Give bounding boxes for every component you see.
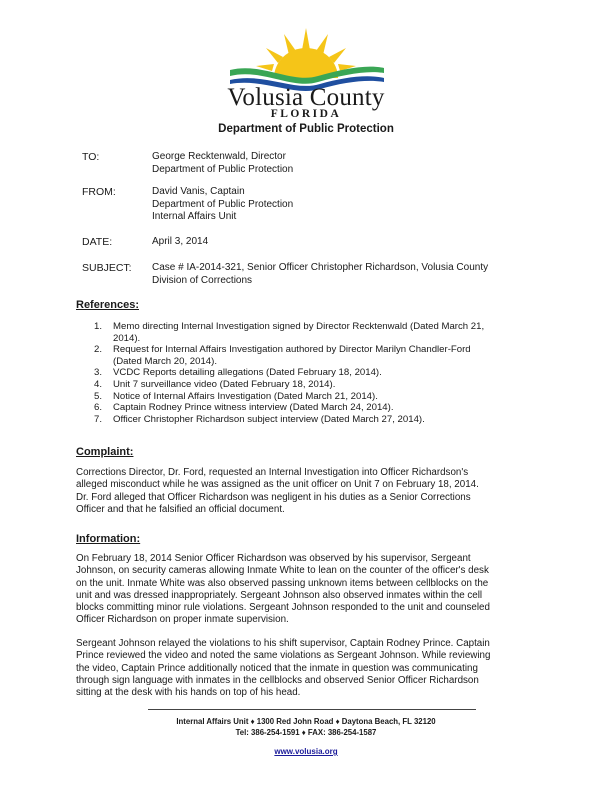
subject-value: Case # IA-2014-321, Senior Officer Christopher Richardson, Volusia County Division of Corrections — [152, 262, 489, 286]
list-item: 2. Request for Internal Affairs Investigation authored by Director Marilyn Chandler-Ford (Dated March 20, 2014). — [94, 344, 471, 367]
references-heading: References: — [76, 299, 139, 311]
list-item: 3. VCDC Reports detailing allegations (Dated February 18, 2014). — [94, 367, 382, 379]
list-item: 1. Memo directing Internal Investigation signed by Director Recktenwald (Dated March 21, 2014). — [94, 321, 485, 344]
website-link[interactable]: www.volusia.org — [274, 747, 338, 756]
from-label: FROM: — [82, 186, 116, 198]
brand-name: Volusia County — [227, 84, 385, 111]
footer-phone: Tel: 386-254-1591 ♦ FAX: 386-254-1587 — [235, 728, 377, 737]
from-value: David Vanis, Captain Department of Public Protection Internal Affairs Unit — [152, 186, 294, 222]
footer-divider — [148, 709, 476, 710]
footer-address: Internal Affairs Unit ♦ 1300 Red John Road ♦ Daytona Beach, FL 32120 — [176, 717, 436, 726]
information-paragraph-2: Sergeant Johnson relayed the violations to his shift supervisor, Captain Rodney Prince. Captain Prince reviewed the video and noted the same violations as Sergeant Johnson. While reviewing the video, Captain Prince additionally noticed that the inmate in question was communicating through sign language with inmates in the cellblocks and observed Senior Officer Richardson sitting at the desk with his hands on top of his head. — [76, 638, 491, 699]
subject-label: SUBJECT: — [82, 262, 132, 274]
to-label: TO: — [82, 151, 100, 163]
list-item: 6. Captain Rodney Prince witness interview (Dated March 24, 2014). — [94, 402, 394, 414]
references-list — [94, 321, 534, 425]
information-paragraph-1: On February 18, 2014 Senior Officer Richardson was observed by his supervisor, Sergeant Johnson, on security cameras allowing Inmate White to lean on the counter of the officer's desk on the unit. Inmate White was also observed passing unknown items between cellblocks on the unit and was dressed inappropriately. Sergeant Johnson also observed inmates within the cell blocks committing minor rule violations. Sergeant Johnson responded to the unit and counseled Officer Richardson on proper inmate supervision. — [76, 553, 490, 626]
date-label: DATE: — [82, 236, 113, 248]
department-title: Department of Public Protection — [218, 123, 394, 135]
to-value: George Recktenwald, Director Department of Public Protection — [152, 151, 294, 175]
date-value: April 3, 2014 — [152, 236, 209, 247]
list-item: 4. Unit 7 surveillance video (Dated February 18, 2014). — [94, 378, 336, 390]
list-item: 5. Notice of Internal Affairs Investigation (Dated March 21, 2014). — [94, 390, 378, 402]
list-item: 7. Officer Christopher Richardson subject interview (Dated March 27, 2014). — [94, 413, 425, 425]
brand-state: FLORIDA — [270, 108, 342, 120]
information-heading: Information: — [76, 533, 141, 545]
complaint-heading: Complaint: — [76, 446, 134, 458]
complaint-paragraph: Corrections Director, Dr. Ford, requested an Internal Investigation into Officer Richardson's alleged misconduct while he was assigned as the unit officer on Unit 7 on February 18, 2014. Dr. Ford alleged that Officer Richardson was negligent in his duties as a Senior Corrections Officer and that he falsified an official document. — [76, 467, 479, 515]
